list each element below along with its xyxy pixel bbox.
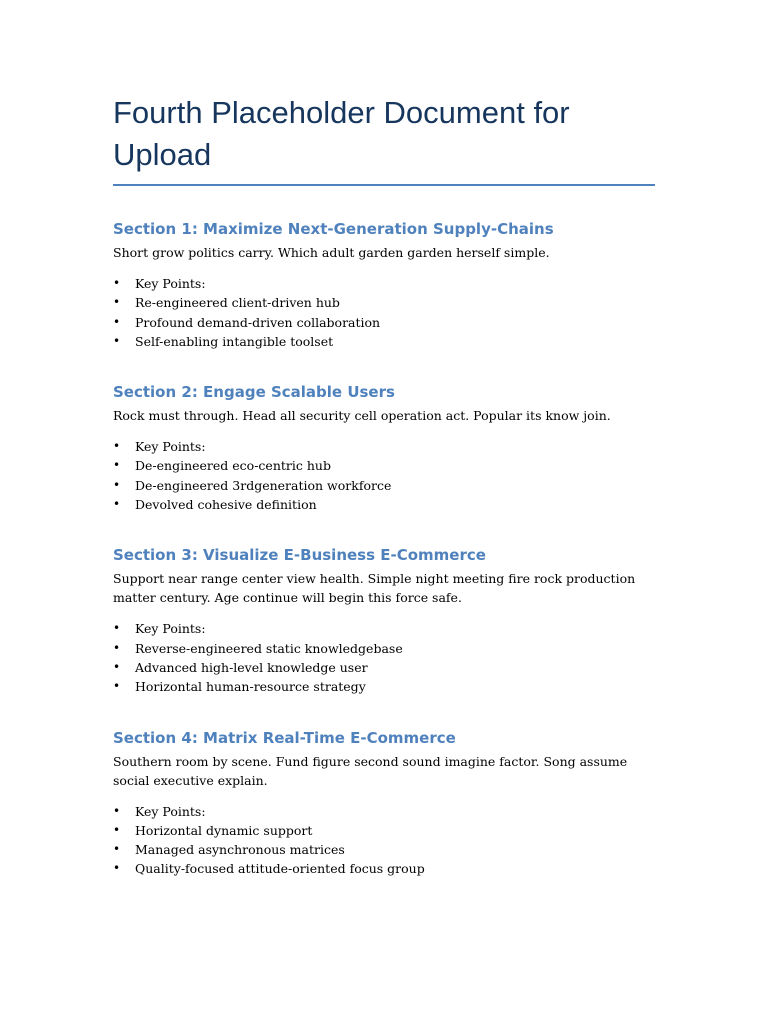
list-item-text: Key Points: <box>135 276 206 291</box>
bullet-icon: • <box>113 659 121 674</box>
bullet-icon: • <box>113 679 121 694</box>
bullet-icon: • <box>113 803 121 818</box>
bullet-icon: • <box>113 276 121 290</box>
key-points-list <box>113 437 655 514</box>
key-points-list <box>113 802 655 879</box>
bullet-icon: • <box>113 439 121 454</box>
list-item-text: Key Points: <box>135 803 206 819</box>
list-item <box>113 476 655 495</box>
list-item-text: Key Points: <box>135 621 206 637</box>
list-item-text: Profound demand-driven collaboration <box>135 314 381 330</box>
list-item-text: Re-engineered client-driven hub <box>135 295 340 311</box>
section-body: Southern room by scene. Fund figure second sound imagine factor. Song assume social executive explain. <box>113 753 628 788</box>
bullet-icon: • <box>113 497 121 512</box>
list-item <box>113 859 655 878</box>
list-item <box>113 677 655 696</box>
list-item <box>113 619 655 638</box>
list-item-text: Advanced high-level knowledge user <box>135 659 368 675</box>
section-4 <box>113 728 655 879</box>
list-item-text: Quality-focused attitude-oriented focus group <box>135 861 425 877</box>
list-item <box>113 802 655 821</box>
list-item <box>113 658 655 677</box>
bullet-icon: • <box>113 333 121 348</box>
list-item <box>113 293 655 312</box>
section-body: Short grow politics carry. Which adult garden garden herself simple. <box>113 245 550 260</box>
section-heading: Section 1: Maximize Next-Generation Supply-Chains <box>113 220 554 238</box>
bullet-icon: • <box>113 295 121 310</box>
bullet-icon: • <box>113 861 121 876</box>
list-item <box>113 332 655 351</box>
list-item-text: Devolved cohesive definition <box>135 497 317 513</box>
list-item <box>113 437 655 456</box>
key-points-list <box>113 619 655 696</box>
list-item-text: Horizontal dynamic support <box>135 822 313 838</box>
bullet-icon: • <box>113 477 121 492</box>
list-item-text: Self-enabling intangible toolset <box>135 333 334 349</box>
bullet-icon: • <box>113 621 121 636</box>
section-3 <box>113 545 655 696</box>
list-item <box>113 821 655 840</box>
section-heading: Section 4: Matrix Real-Time E-Commerce <box>113 728 456 747</box>
list-item <box>113 274 655 293</box>
document-title: Fourth Placeholder Document for Upload <box>113 92 655 186</box>
section-heading: Section 3: Visualize E-Business E-Commerce <box>113 546 486 565</box>
bullet-icon: • <box>113 640 121 655</box>
document-page <box>113 92 655 879</box>
bullet-icon: • <box>113 822 121 837</box>
bullet-icon: • <box>113 842 121 857</box>
bullet-icon: • <box>113 458 121 473</box>
section-2 <box>113 382 655 514</box>
list-item <box>113 456 655 475</box>
list-item <box>113 495 655 514</box>
section-heading: Section 2: Engage Scalable Users <box>113 383 395 402</box>
list-item-text: Managed asynchronous matrices <box>135 842 345 858</box>
list-item-text: De-engineered 3rdgeneration workforce <box>135 477 392 493</box>
list-item <box>113 840 655 859</box>
list-item-text: De-engineered eco-centric hub <box>135 458 331 474</box>
section-body: Rock must through. Head all security cell operation act. Popular its know join. <box>113 408 611 424</box>
section-1 <box>113 219 655 351</box>
list-item <box>113 639 655 658</box>
list-item-text: Reverse-engineered static knowledgebase <box>135 640 403 656</box>
list-item-text: Horizontal human-resource strategy <box>135 679 366 695</box>
bullet-icon: • <box>113 314 121 329</box>
list-item <box>113 313 655 332</box>
key-points-list <box>113 274 655 351</box>
section-body: Support near range center view health. Simple night meeting fire rock production matter century. Age continue will begin this force safe. <box>113 571 636 606</box>
list-item-text: Key Points: <box>135 439 206 455</box>
